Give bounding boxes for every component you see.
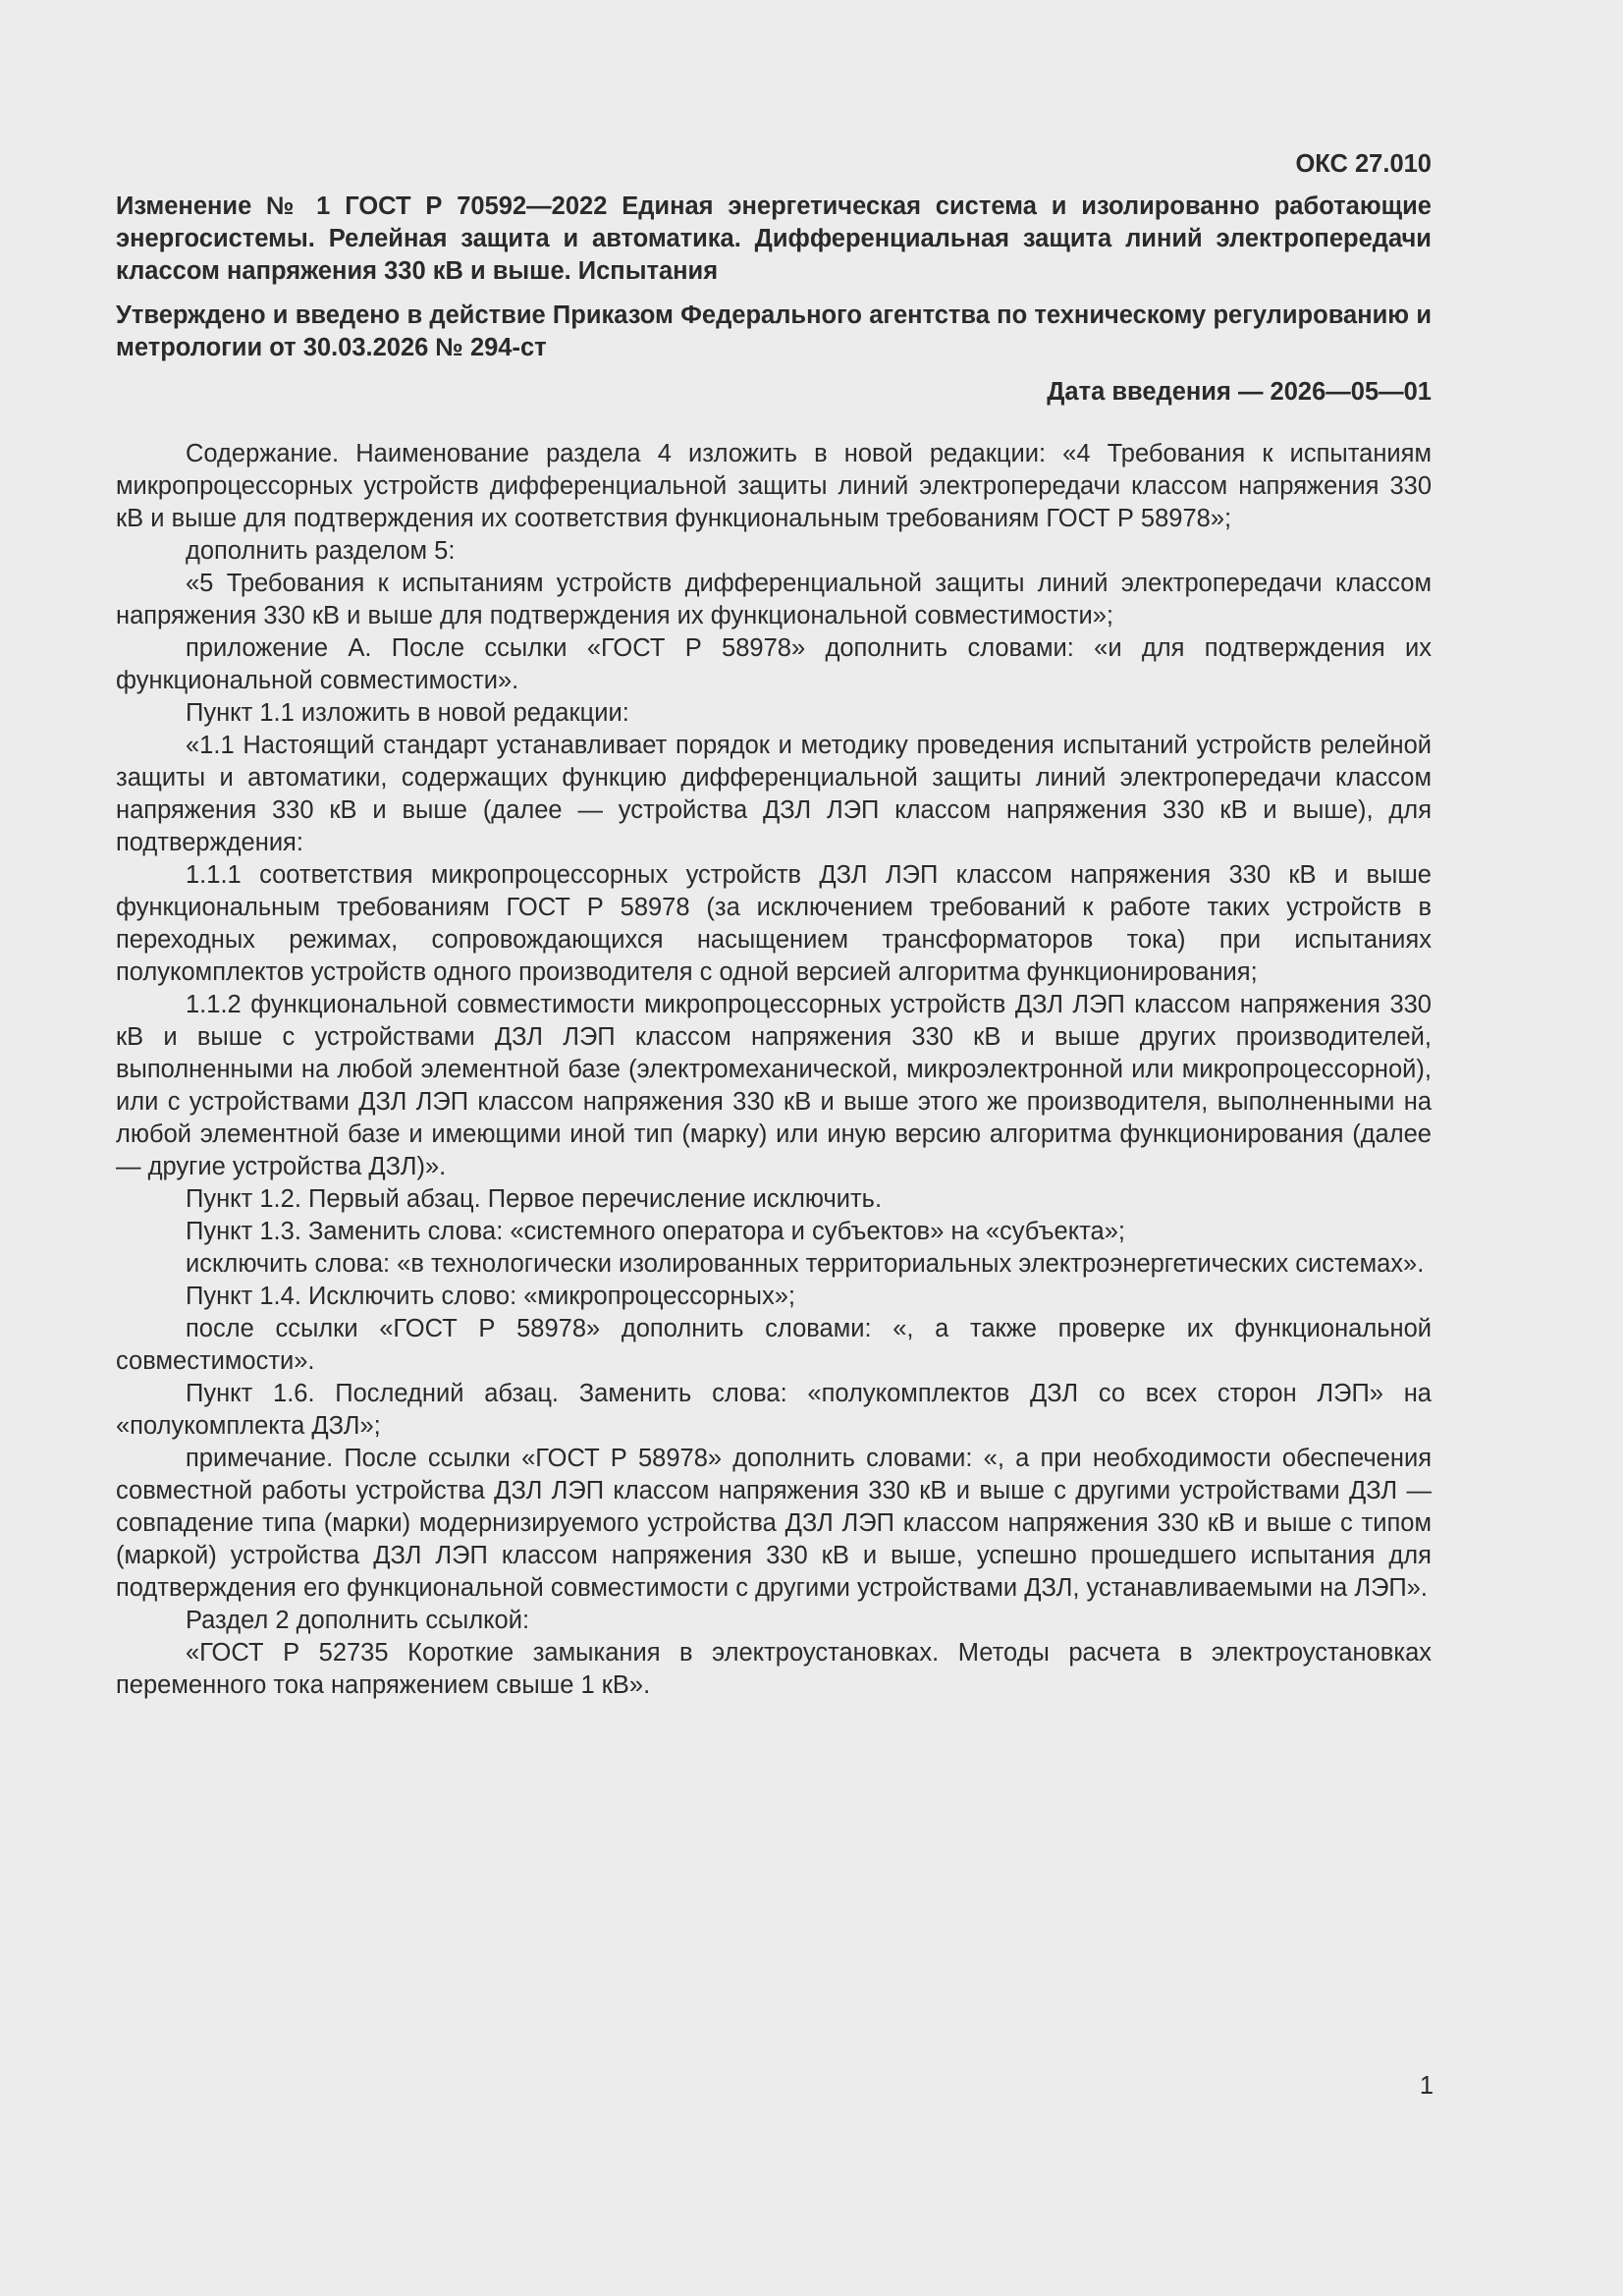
paragraph: исключить слова: «в технологически изолированных территориальных электроэнергетических системах». (186, 1250, 1425, 1278)
paragraph: Раздел 2 дополнить ссылкой: (186, 1607, 530, 1634)
paragraph: 1.1.2 функциональной совместимости микропроцессорных устройств ДЗЛ ЛЭП классом напряжения 330 кВ и выше с устройствами ДЗЛ ЛЭП классом напряжения 330 кВ и выше других производителей, выполненными на любой элементной базе (электромеханической, микроэлектронной или микропроцессорной), или с устройствами ДЗЛ ЛЭП классом напряжения 330 кВ и выше этого же производителя, выполненными на любой элементной базе и имеющими иной тип (марку) или иную версию алгоритма функционирования (далее — другие устройства ДЗЛ)». (116, 991, 1432, 1180)
paragraph: Содержание. Наименование раздела 4 изложить в новой редакции: «4 Требования к испытаниям микропроцессорных устройств дифференциальной защиты линий электропередачи классом напряжения 330 кВ и выше для подтверждения их соответствия функциональным требованиям ГОСТ Р 58978»; (116, 440, 1432, 532)
paragraph: «ГОСТ Р 52735 Короткие замыкания в электроустановках. Методы расчета в электроустановках переменного тока напряжением свыше 1 кВ». (116, 1639, 1432, 1699)
paragraph: дополнить разделом 5: (186, 537, 456, 565)
oks-code: ОКС 27.010 (1295, 150, 1432, 178)
paragraph: 1.1.1 соответствия микропроцессорных устройств ДЗЛ ЛЭП классом напряжения 330 кВ и выше функциональным требованиям ГОСТ Р 58978 (за исключением требований к работе таких устройств в переходных режимах, сопровождающихся насыщением трансформаторов тока) при испытаниях полукомплектов устройств одного производителя с одной версией алгоритма функционирования; (116, 861, 1432, 986)
paragraph: Пункт 1.4. Исключить слово: «микропроцессорных»; (186, 1283, 795, 1310)
paragraph: примечание. После ссылки «ГОСТ Р 58978» дополнить словами: «, а при необходимости обеспечения совместной работы устройства ДЗЛ ЛЭП классом напряжения 330 кВ и выше с другими устройствами ДЗЛ — совпадение типа (марки) модернизируемого устройства ДЗЛ ЛЭП классом напряжения 330 кВ и выше с типом (маркой) устройства ДЗЛ ЛЭП классом напряжения 330 кВ и выше, успешно прошедшего испытания для подтверждения его функциональной совместимости с другими устройствами ДЗЛ, устанавливаемыми на ЛЭП». (116, 1445, 1432, 1602)
paragraph: «5 Требования к испытаниям устройств дифференциальной защиты линий электропередачи классом напряжения 330 кВ и выше для подтверждения их функциональной совместимости»; (116, 570, 1432, 629)
paragraph: «1.1 Настоящий стандарт устанавливает порядок и методику проведения испытаний устройств релейной защиты и автоматики, содержащих функцию дифференциальной защиты линий электропередачи классом напряжения 330 кВ и выше (далее — устройства ДЗЛ ЛЭП классом напряжения 330 кВ и выше), для подтверждения: (116, 732, 1432, 856)
paragraph: приложение А. После ссылки «ГОСТ Р 58978» дополнить словами: «и для подтверждения их функциональной совместимости». (116, 634, 1432, 694)
effective-date: Дата введения — 2026—05—01 (1047, 378, 1432, 406)
paragraph: Пункт 1.6. Последний абзац. Заменить слова: «полукомплектов ДЗЛ со всех сторон ЛЭП» на «полукомплекта ДЗЛ»; (116, 1380, 1432, 1440)
paragraph: после ссылки «ГОСТ Р 58978» дополнить словами: «, а также проверке их функциональной совместимости». (116, 1315, 1432, 1375)
document-page (116, 147, 1432, 1702)
paragraph: Пункт 1.1 изложить в новой редакции: (186, 699, 629, 727)
page-number: 1 (1419, 2072, 1434, 2100)
amendment-title: Изменение № 1 ГОСТ Р 70592—2022 Единая энергетическая система и изолированно работающие энергосистемы. Релейная защита и автоматика. Дифференциальная защита линий электропередачи классом напряжения 330 кВ и выше. Испытания (116, 192, 1432, 285)
paragraph: Пункт 1.2. Первый абзац. Первое перечисление исключить. (186, 1185, 883, 1213)
document-body (116, 438, 1432, 1702)
paragraph: Пункт 1.3. Заменить слова: «системного оператора и субъектов» на «субъекта»; (186, 1218, 1125, 1245)
approval-statement: Утверждено и введено в действие Приказом Федерального агентства по техническому регулированию и метрологии от 30.03.2026 № 294-ст (116, 301, 1432, 361)
